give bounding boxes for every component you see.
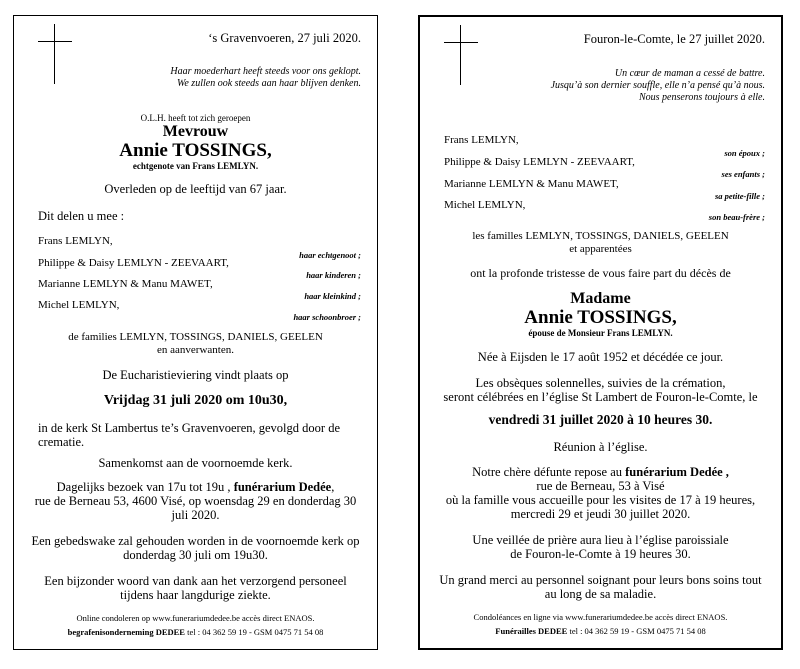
family-name: Michel LEMLYN, xyxy=(444,199,526,211)
thanks-line-1: Een bijzonder woord van dank aan het verzorgend personeel xyxy=(44,574,347,588)
rest-line-1: Notre chère défunte repose au funérarium Dedée , xyxy=(472,465,729,479)
mass-intro: De Eucharistieviering vindt plaats op xyxy=(102,368,289,382)
vigil-line-1: Une veillée de prière aura lieu à l’église paroissiale xyxy=(472,533,729,547)
death-notice-dutch xyxy=(13,15,378,650)
quote-line-1: Un cœur de maman a cessé de battre. xyxy=(614,68,765,79)
deceased-title: Mevrouw xyxy=(162,123,229,140)
meeting-line: Réunion à l’église. xyxy=(553,440,648,454)
funeral-line-1: Les obsèques solennelles, suivies de la crémation, xyxy=(475,376,726,390)
notice-date: Fouron-le-Comte, le 27 juillet 2020. xyxy=(583,32,765,46)
family-name: Marianne LEMLYN & Manu MAWET, xyxy=(38,278,213,290)
families-line-2: en aanverwanten. xyxy=(157,344,234,356)
quote-line-3: Nous penserons toujours à elle. xyxy=(638,92,765,103)
church-line-2: crematie. xyxy=(38,435,85,449)
family-relation: haar kinderen ; xyxy=(306,270,361,280)
family-name: Michel LEMLYN, xyxy=(38,299,120,311)
death-notice-french xyxy=(418,15,783,650)
age-line: Overleden op de leeftijd van 67 jaar. xyxy=(104,182,287,196)
funeral-date: vendredi 31 juillet 2020 à 10 heures 30. xyxy=(488,412,713,427)
online-condolences: Condoléances en ligne via www.funerariumdedee.be accès direct ENAOS. xyxy=(473,612,728,622)
born-line: Née à Eijsden le 17 août 1952 et décédée ce jour. xyxy=(477,350,724,364)
visit-line-1: Dagelijks bezoek van 17u tot 19u , funérarium Dedée, xyxy=(56,480,335,494)
family-relation: haar echtgenoot ; xyxy=(299,250,361,260)
spouse-line: echtgenote van Frans LEMLYN. xyxy=(132,161,259,171)
rest-line-4: mercredi 29 et jeudi 30 juillet 2020. xyxy=(510,507,691,521)
thanks-line-2: tijdens haar langdurige ziekte. xyxy=(120,588,271,602)
families-line-1: de families LEMLYN, TOSSINGS, DANIELS, GEELEN xyxy=(68,331,323,343)
family-relation: haar schoonbroer ; xyxy=(293,312,361,322)
spouse-line: épouse de Monsieur Frans LEMLYN. xyxy=(528,328,673,338)
rest-line-2: rue de Berneau, 53 à Visé xyxy=(536,479,665,493)
thanks-line-2: au long de sa maladie. xyxy=(544,587,657,601)
vigil-line-2: donderdag 30 juli om 19u30. xyxy=(123,548,268,562)
family-name: Philippe & Daisy LEMLYN - ZEEVAART, xyxy=(38,257,229,269)
families-line-2: et apparentées xyxy=(569,243,632,255)
vigil-line-2: de Fouron-le-Comte à 19 heures 30. xyxy=(510,547,691,561)
deceased-title: Madame xyxy=(570,290,631,307)
quote-line-1: Haar moederhart heeft steeds voor ons geklopt. xyxy=(170,66,361,77)
family-name: Frans LEMLYN, xyxy=(444,134,519,146)
notice-date: ‘s Gravenvoeren, 27 juli 2020. xyxy=(208,31,361,45)
family-relation: sa petite-fille ; xyxy=(714,191,765,201)
undertaker-line: Funérailles DEDEE tel : 04 362 59 19 - GSM 0475 71 54 08 xyxy=(495,626,706,636)
family-relation: haar kleinkind ; xyxy=(304,291,361,301)
deceased-name: Annie TOSSINGS, xyxy=(119,140,272,161)
cross-icon xyxy=(444,25,478,85)
gathering-line: Samenkomst aan de voornoemde kerk. xyxy=(98,456,293,470)
undertaker-line: begrafenisonderneming DEDEE tel : 04 362 59 19 - GSM 0475 71 54 08 xyxy=(67,627,324,637)
family-name: Philippe & Daisy LEMLYN - ZEEVAART, xyxy=(444,156,635,168)
funeral-line-2: seront célébrées en l’église St Lambert de Fouron-le-Comte, le xyxy=(443,390,758,404)
family-relation: son époux ; xyxy=(724,148,765,158)
family-relation: son beau-frère ; xyxy=(708,212,765,222)
visit-line-3: juli 2020. xyxy=(171,508,220,522)
undertaker-name: begrafenisonderneming DEDEE xyxy=(67,627,185,637)
announce-line: ont la profonde tristesse de vous faire part du décès de xyxy=(470,266,731,280)
family-relation: ses enfants ; xyxy=(721,169,765,179)
church-line-1: in de kerk St Lambertus te’s Gravenvoeren, gevolgd door de xyxy=(38,421,340,435)
family-name: Marianne LEMLYN & Manu MAWET, xyxy=(444,178,619,190)
deceased-name: Annie TOSSINGS, xyxy=(524,307,677,328)
intro-line: Dit delen u mee : xyxy=(38,209,125,223)
mass-date: Vrijdag 31 juli 2020 om 10u30, xyxy=(103,393,288,408)
funerarium-name: funérarium Dedée , xyxy=(625,465,729,479)
cross-icon xyxy=(38,24,72,84)
quote-line-2: Jusqu’à son dernier souffle, elle n’a pensé qu’à nous. xyxy=(550,80,765,91)
rest-line-3: où la famille vous accueille pour les visites de 17 à 19 heures, xyxy=(445,493,756,507)
visit-line-2: rue de Berneau 53, 4600 Visé, op woensdag 29 en donderdag 30 xyxy=(34,494,357,508)
quote-line-2: We zullen ook steeds aan haar blijven denken. xyxy=(176,78,361,89)
families-line-1: les familles LEMLYN, TOSSINGS, DANIELS, GEELEN xyxy=(472,230,729,242)
funerarium-name: funérarium Dedée xyxy=(233,480,332,494)
called-line: O.L.H. heeft tot zich geroepen xyxy=(140,113,251,123)
undertaker-name: Funérailles DEDEE xyxy=(495,626,568,636)
family-name: Frans LEMLYN, xyxy=(38,235,113,247)
thanks-line-1: Un grand merci au personnel soignant pour leurs bons soins tout xyxy=(439,573,762,587)
vigil-line-1: Een gebedswake zal gehouden worden in de voornoemde kerk op xyxy=(31,534,360,548)
online-condolences: Online condoleren op www.funerariumdedee.be accès direct ENAOS. xyxy=(76,613,315,623)
